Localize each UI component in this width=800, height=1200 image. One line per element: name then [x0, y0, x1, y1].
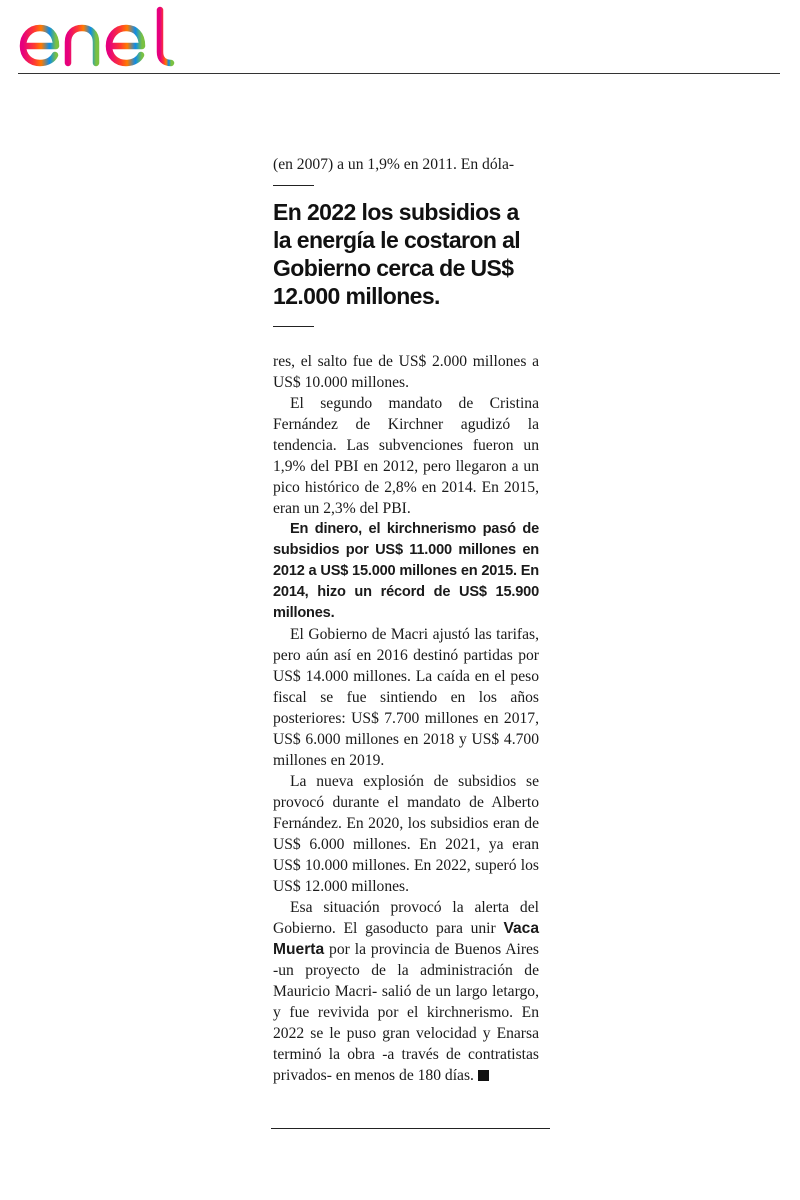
paragraph-6-end: por la provincia de Buenos Aires -un proyecto de la administración de Mauricio Macri- salió de un largo letargo, y fue revivida por el kirchnerismo. En 2022 se le puso gran velocidad y Enarsa terminó la obra -a través de contratistas privados- en menos de 180 días. — [273, 941, 539, 1084]
paragraph-6-start: Esa situación provocó la alerta del Gobierno. El gasoducto para unir — [273, 899, 539, 937]
vaca-muerta-bold: Vaca Muerta — [273, 920, 539, 958]
article-lead-line: (en 2007) a un 1,9% en 2011. En dóla- — [273, 156, 515, 173]
quote-top-rule — [273, 185, 314, 186]
quote-bottom-rule — [273, 326, 314, 327]
paragraph-2: El segundo mandato de Cristina Fernández de Kirchner agudizó la tendencia. Las subvenciones fueron un 1,9% del PBI en 2012, pero llegaron a un pico histórico de 2,8% en 2014. En 2015, eran un 2,3% del PBI. — [273, 395, 539, 517]
header-divider — [18, 73, 780, 74]
enel-logo — [18, 6, 180, 68]
pull-quote: En 2022 los subsidios a la energía le costaron al Gobierno cerca de US$ 12.000 millones. — [273, 199, 521, 309]
paragraph-3-highlight: En dinero, el kirchnerismo pasó de subsidios por US$ 11.000 millones en 2012 a US$ 15.000 millones en 2015. En 2014, hizo un récord de US$ 15.900 millones. — [273, 521, 539, 621]
article-column — [273, 150, 539, 1086]
paragraph-1: res, el salto fue de US$ 2.000 millones a US$ 10.000 millones. — [273, 353, 539, 391]
paragraph-4: El Gobierno de Macri ajustó las tarifas, pero aún así en 2016 destinó partidas por US$ 14.000 millones. La caída en el peso fiscal se fue sintiendo en los años posteriores: US$ 7.700 millones en 2017, US$ 6.000 millones en 2018 y US$ 4.700 millones en 2019. — [273, 626, 539, 769]
paragraph-6 — [273, 897, 539, 1086]
paragraph-5: La nueva explosión de subsidios se provocó durante el mandato de Alberto Fernández. En 2020, los subsidios eran de US$ 6.000 millones. En 2021, ya eran US$ 10.000 millones. En 2022, superó los US$ 12.000 millones. — [273, 773, 539, 895]
article-bottom-rule — [271, 1128, 550, 1129]
article-body — [273, 351, 539, 1086]
end-of-article-icon — [478, 1070, 489, 1081]
